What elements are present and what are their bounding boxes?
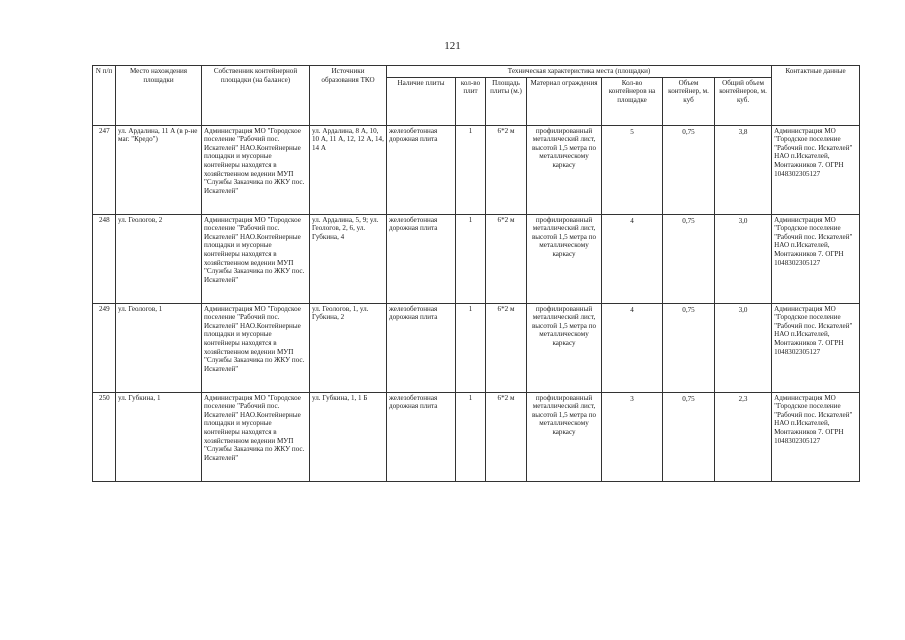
table-row — [93, 392, 860, 481]
cell-container-volume: 0,75 — [663, 125, 715, 214]
cell-contacts: Администрация МО "Городское поселение "Рабочий пос. Искателей" НАО п.Искателей, Монтажников 7. ОГРН 1048302305127 — [772, 303, 860, 392]
cell-num: 247 — [93, 125, 116, 214]
header-tech-group: Техническая характеристика места (площадки) — [387, 66, 772, 78]
cell-num: 249 — [93, 303, 116, 392]
cell-slab-area: 6*2 м — [486, 392, 527, 481]
cell-container-count: 4 — [602, 214, 663, 303]
cell-slab: железобетонная дорожная плита — [387, 214, 456, 303]
cell-location: ул. Губкина, 1 — [116, 392, 202, 481]
header-num: N п/п — [93, 66, 116, 126]
cell-contacts: Администрация МО "Городское поселение "Рабочий пос. Искателей" НАО п.Искателей, Монтажников 7. ОГРН 1048302305127 — [772, 214, 860, 303]
cell-container-volume: 0,75 — [663, 214, 715, 303]
cell-fence: профилированный металлический лист, высотой 1,5 метра по металлическому каркасу — [527, 125, 602, 214]
cell-slab: железобетонная дорожная плита — [387, 125, 456, 214]
cell-container-count: 5 — [602, 125, 663, 214]
header-location: Место нахождения площадки — [116, 66, 202, 126]
header-container-count: Кол-во контейнеров на площадке — [602, 77, 663, 125]
cell-slab: железобетонная дорожная плита — [387, 392, 456, 481]
cell-slab-count: 1 — [456, 125, 486, 214]
cell-sources: ул. Ардалина, 5, 9; ул. Геологов, 2, 6, ул. Губкина, 4 — [310, 214, 387, 303]
cell-fence: профилированный металлический лист, высотой 1,5 метра по металлическому каркасу — [527, 303, 602, 392]
header-row-top — [93, 66, 860, 78]
cell-container-volume: 0,75 — [663, 303, 715, 392]
container-sites-table — [92, 65, 860, 482]
header-slab-count: кол-во плит — [456, 77, 486, 125]
cell-location: ул. Геологов, 2 — [116, 214, 202, 303]
cell-owner: Администрация МО "Городское поселение "Рабочий пос. Искателей" НАО.Контейнерные площадки и мусорные контейнеры находятся в хозяйственном ведении МУП "Службы Заказчика по ЖКУ пос. Искателей" — [202, 214, 310, 303]
table-row — [93, 303, 860, 392]
header-fence: Материал ограждения — [527, 77, 602, 125]
cell-owner: Администрация МО "Городское поселение "Рабочий пос. Искателей" НАО.Контейнерные площадки и мусорные контейнеры находятся в хозяйственном ведении МУП "Службы Заказчика по ЖКУ пос. Искателей" — [202, 392, 310, 481]
cell-sources: ул. Геологов, 1, ул. Губкина, 2 — [310, 303, 387, 392]
header-owner: Собственник контейнерной площадки (на балансе) — [202, 66, 310, 126]
cell-container-volume: 0,75 — [663, 392, 715, 481]
cell-slab: железобетонная дорожная плита — [387, 303, 456, 392]
cell-slab-count: 1 — [456, 214, 486, 303]
cell-slab-area: 6*2 м — [486, 214, 527, 303]
cell-total-volume: 2,3 — [715, 392, 772, 481]
header-sources: Источники образования ТКО — [310, 66, 387, 126]
cell-fence: профилированный металлический лист, высотой 1,5 метра по металлическому каркасу — [527, 214, 602, 303]
cell-sources: ул. Ардалина, 8 А, 10, 10 А, 11 А, 12, 12 А, 14, 14 А — [310, 125, 387, 214]
cell-contacts: Администрация МО "Городское поселение "Рабочий пос. Искателей" НАО п.Искателей, Монтажников 7. ОГРН 1048302305127 — [772, 125, 860, 214]
cell-slab-area: 6*2 м — [486, 125, 527, 214]
cell-total-volume: 3,8 — [715, 125, 772, 214]
cell-location: ул. Ардалина, 11 А (в р-не маг. "Кредо") — [116, 125, 202, 214]
header-container-volume: Объем контейнер, м. куб — [663, 77, 715, 125]
cell-slab-count: 1 — [456, 303, 486, 392]
cell-fence: профилированный металлический лист, высотой 1,5 метра по металлическому каркасу — [527, 392, 602, 481]
cell-contacts: Администрация МО "Городское поселение "Рабочий пос. Искателей" НАО п.Искателей, Монтажников 7. ОГРН 1048302305127 — [772, 392, 860, 481]
cell-num: 248 — [93, 214, 116, 303]
header-contacts: Контактные данные — [772, 66, 860, 126]
cell-container-count: 4 — [602, 303, 663, 392]
page-number: 121 — [444, 40, 461, 52]
table-row — [93, 214, 860, 303]
header-total-volume: Общий объем контейнеров, м. куб. — [715, 77, 772, 125]
cell-location: ул. Геологов, 1 — [116, 303, 202, 392]
header-slab-area: Площадь плиты (м.) — [486, 77, 527, 125]
cell-slab-area: 6*2 м — [486, 303, 527, 392]
cell-container-count: 3 — [602, 392, 663, 481]
cell-total-volume: 3,0 — [715, 214, 772, 303]
table-row — [93, 125, 860, 214]
header-slab: Наличие плиты — [387, 77, 456, 125]
cell-owner: Администрация МО "Городское поселение "Рабочий пос. Искателей" НАО.Контейнерные площадки и мусорные контейнеры находятся в хозяйственном ведении МУП "Службы Заказчика по ЖКУ пос. Искателей" — [202, 303, 310, 392]
cell-num: 250 — [93, 392, 116, 481]
cell-total-volume: 3,0 — [715, 303, 772, 392]
cell-slab-count: 1 — [456, 392, 486, 481]
cell-sources: ул. Губкина, 1, 1 Б — [310, 392, 387, 481]
cell-owner: Администрация МО "Городское поселение "Рабочий пос. Искателей" НАО.Контейнерные площадки и мусорные контейнеры находятся в хозяйственном ведении МУП "Службы Заказчика по ЖКУ пос. Искателей" — [202, 125, 310, 214]
